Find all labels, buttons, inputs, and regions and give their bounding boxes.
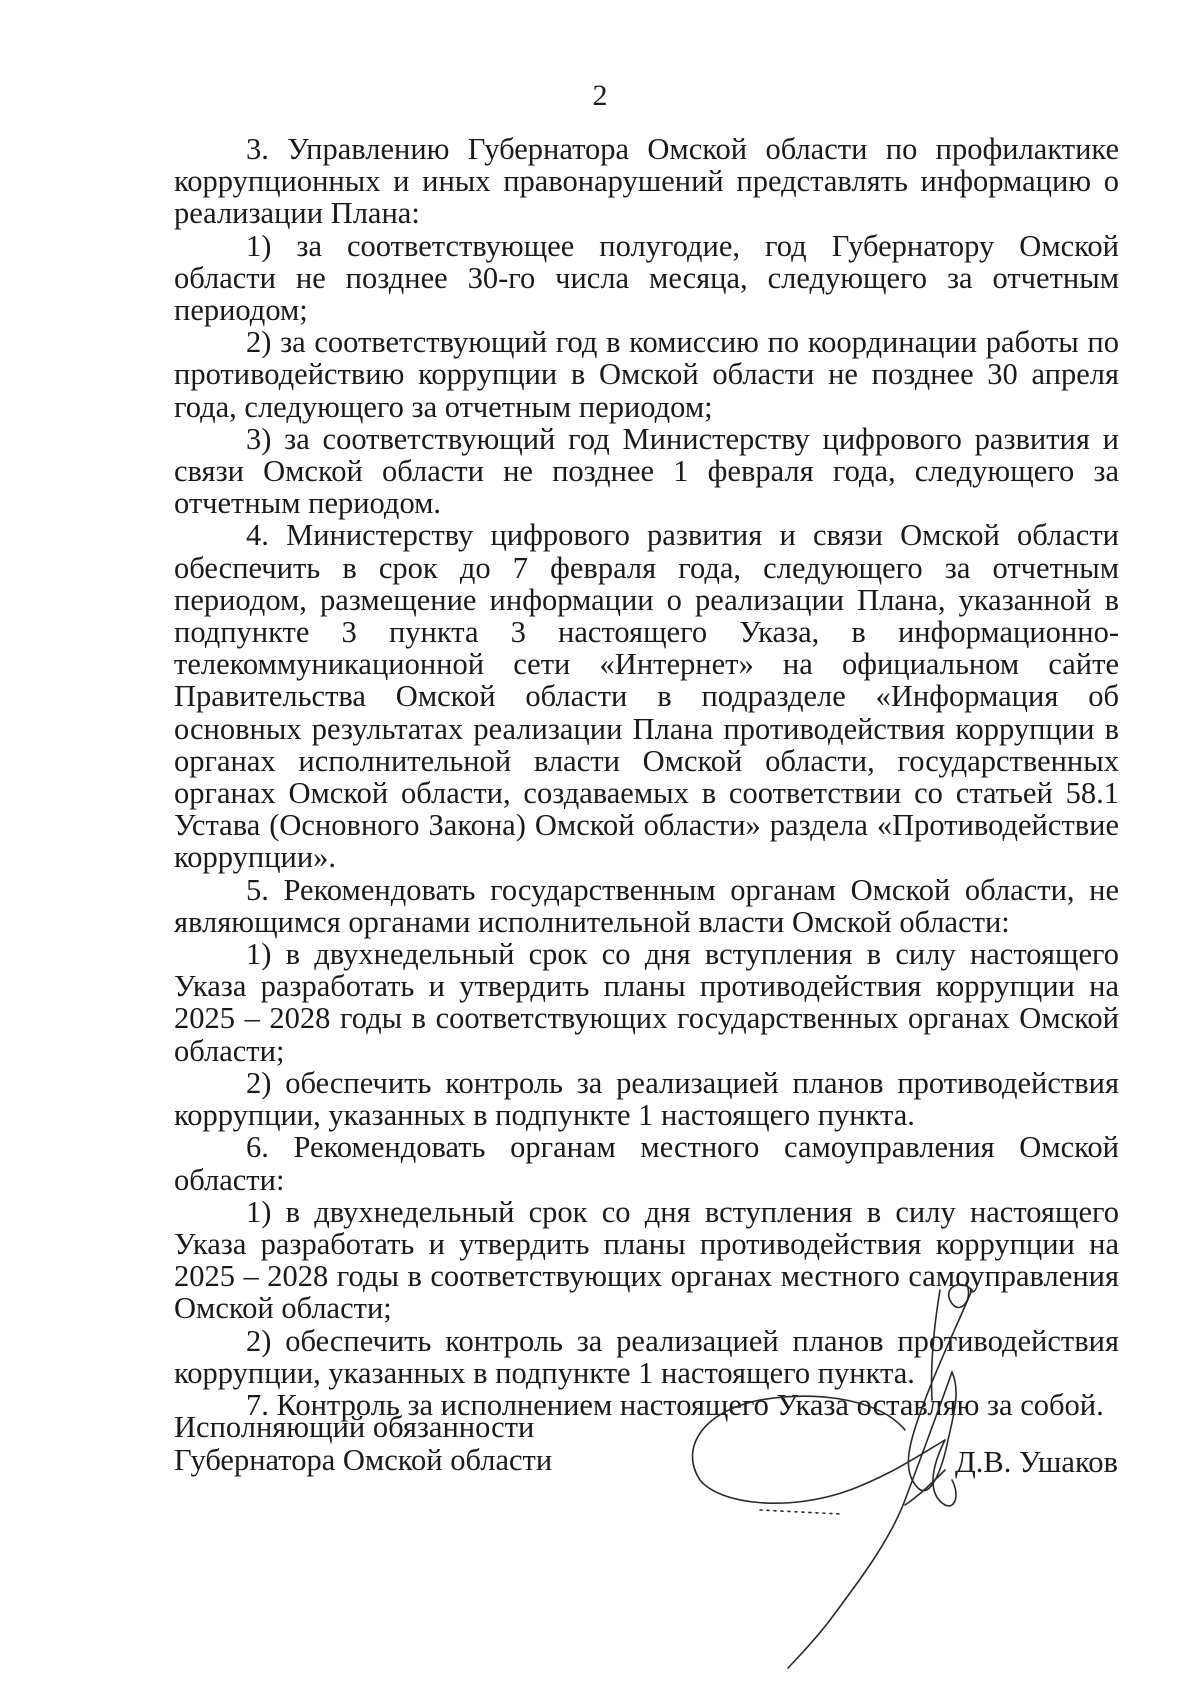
page-number: 2 bbox=[592, 79, 608, 112]
paragraph-3-item-3: 3) за соответствующий год Министерству цифрового развития и связи Омской области не позднее 1 февраля года, следующего за отчетным периодом. bbox=[174, 421, 1119, 521]
paragraph-4: 4. Министерству цифрового развития и связи Омской области обеспечить в срок до 7 февраля года, следующего за отчетным периодом, размещение информации о реализации Плана, указанной в подпункте 3 пункта 3 настоящего Указа, в информационно-телекоммуникационной сети «Интернет» на официальном сайте Правительства Омской области в подразделе «Информация об основных результатах реализации Плана противодействия коррупции в органах исполнительной власти Омской области, государственных органах Омской области, создаваемых в соответствии со статьей 58.1 Устава (Основного Закона) Омской области» раздела «Противодействие коррупции». bbox=[174, 518, 1119, 875]
paragraph-5-item-1: 1) в двухнедельный срок со дня вступления в силу настоящего Указа разработать и утвердить планы противодействия коррупции на 2025 – 2028 годы в соответствующих государственных органах Омской области; bbox=[174, 937, 1119, 1068]
paragraph-3: 3. Управлению Губернатора Омской области по профилактике коррупционных и иных правонарушений представлять информацию о реализации Плана: bbox=[174, 132, 1119, 231]
signatory-position-line-1: Исполняющий обязанности bbox=[174, 1410, 535, 1444]
paragraph-6-item-1: 1) в двухнедельный срок со дня вступления в силу настоящего Указа разработать и утвердить планы противодействия коррупции на 2025 – 2028 годы в соответствующих органах местного самоуправления Омской области; bbox=[174, 1194, 1119, 1326]
paragraph-3-item-2: 2) за соответствующий год в комиссию по координации работы по противодействию коррупции в Омской области не позднее 30 апреля года, следующего за отчетным периодом; bbox=[174, 325, 1119, 424]
signatory-position-line-2: Губернатора Омской области bbox=[174, 1443, 553, 1477]
paragraph-5-item-2: 2) обеспечить контроль за реализацией планов противодействия коррупции, указанных в подпункте 1 настоящего пункта. bbox=[174, 1065, 1119, 1133]
paragraph-3-item-1: 1) за соответствующее полугодие, год Губернатору Омской области не позднее 30-го числа месяца, следующего за отчетным периодом; bbox=[174, 228, 1119, 328]
paragraph-6-item-2: 2) обеспечить контроль за реализацией планов противодействия коррупции, указанных в подпункте 1 настоящего пункта. bbox=[174, 1323, 1119, 1390]
signatory-name: Д.В. Ушаков bbox=[955, 1445, 1118, 1479]
paragraph-5: 5. Рекомендовать государственным органам Омской области, не являющимся органами исполнительной власти Омской области: bbox=[174, 872, 1119, 939]
paragraph-6: 6. Рекомендовать органам местного самоуправления Омской области: bbox=[174, 1130, 1119, 1197]
paragraph-7: 7. Контроль за исполнением настоящего Указа оставляю за собой. bbox=[246, 1387, 1104, 1422]
